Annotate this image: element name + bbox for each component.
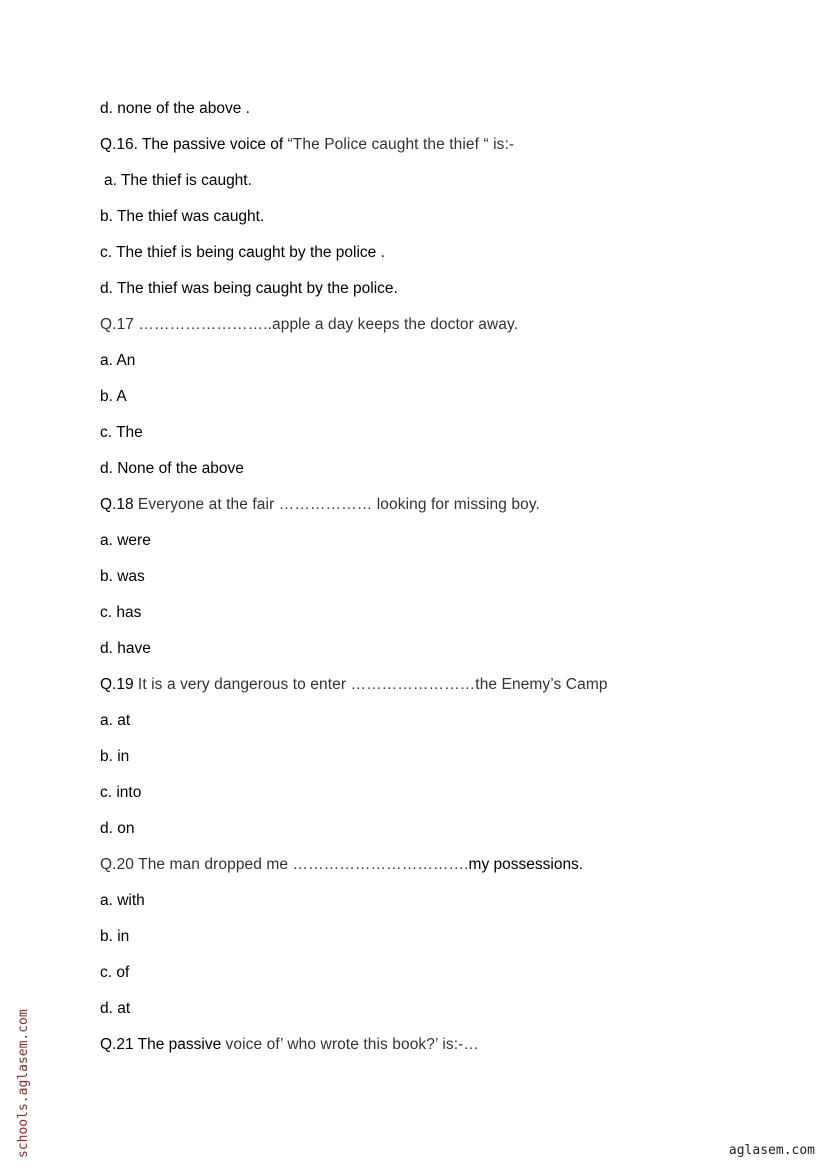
option-c-q17 [100, 423, 780, 459]
question-18 [100, 495, 780, 531]
question-text: “The Police caught the thief “ is:- [287, 136, 515, 153]
option-b-q20 [100, 927, 780, 963]
line-text: a. An [100, 352, 136, 369]
line-text: c. into [100, 784, 142, 801]
option-c-q16 [100, 243, 780, 279]
line-text: b. A [100, 388, 127, 405]
line-text: a. at [100, 712, 131, 729]
line-text: d. None of the above [100, 460, 244, 477]
option-c-q18 [100, 603, 780, 639]
sidebar-watermark-text: schools.aglasem.com [16, 1009, 31, 1158]
question-19 [100, 675, 780, 711]
question-number: Q.21 The passive [100, 1036, 222, 1053]
question-text: Q.17 ……………………..apple a day keeps the doctor away. [100, 316, 519, 333]
question-text: voice of’ who wrote this book?’ is:-… [225, 1036, 480, 1053]
option-b-q17 [100, 387, 780, 423]
footer-watermark: aglasem.com [728, 1143, 815, 1158]
line-text: c. The [100, 424, 143, 441]
line-text: a. were [100, 532, 151, 549]
question-number: Q.19 [100, 676, 134, 693]
question-16 [100, 135, 780, 171]
question-text: Q.20 The man dropped me ……………………………. [100, 856, 469, 873]
line-text: a. The thief is caught. [104, 172, 252, 189]
question-suffix: my possessions. [468, 856, 584, 873]
option-a-q16 [100, 171, 780, 207]
line-text: b. in [100, 928, 130, 945]
line-text: b. in [100, 748, 130, 765]
option-a-q19 [100, 711, 780, 747]
option-a-q17 [100, 351, 780, 387]
line-text: c. The thief is being caught by the police . [100, 244, 385, 261]
line-text: c. of [100, 964, 130, 981]
question-17 [100, 315, 780, 351]
line-text: d. none of the above . [100, 100, 250, 117]
line-text: d. The thief was being caught by the police. [100, 280, 398, 297]
line-text: d. on [100, 820, 135, 837]
option-a-q20 [100, 891, 780, 927]
option-d-q18 [100, 639, 780, 675]
option-b-q19 [100, 747, 780, 783]
question-number: Q.16. The passive voice of [100, 136, 284, 153]
option-d-q16 [100, 279, 780, 315]
question-content [100, 99, 780, 1071]
option-d-q15 [100, 99, 780, 135]
option-a-q18 [100, 531, 780, 567]
line-text: c. has [100, 604, 142, 621]
option-c-q19 [100, 783, 780, 819]
line-text: b. was [100, 568, 145, 585]
question-number: Q.18 [100, 496, 134, 513]
option-c-q20 [100, 963, 780, 999]
option-b-q18 [100, 567, 780, 603]
option-d-q19 [100, 819, 780, 855]
line-text: d. have [100, 640, 151, 657]
question-21 [100, 1035, 780, 1071]
line-text: a. with [100, 892, 145, 909]
question-text: It is a very dangerous to enter ……………………the Enemy’s Camp [137, 676, 608, 693]
question-20 [100, 855, 780, 891]
option-d-q20 [100, 999, 780, 1035]
sidebar-watermark [14, 966, 34, 1158]
option-d-q17 [100, 459, 780, 495]
question-text: Everyone at the fair ……………… looking for missing boy. [137, 496, 540, 513]
line-text: b. The thief was caught. [100, 208, 265, 225]
line-text: d. at [100, 1000, 131, 1017]
option-b-q16 [100, 207, 780, 243]
